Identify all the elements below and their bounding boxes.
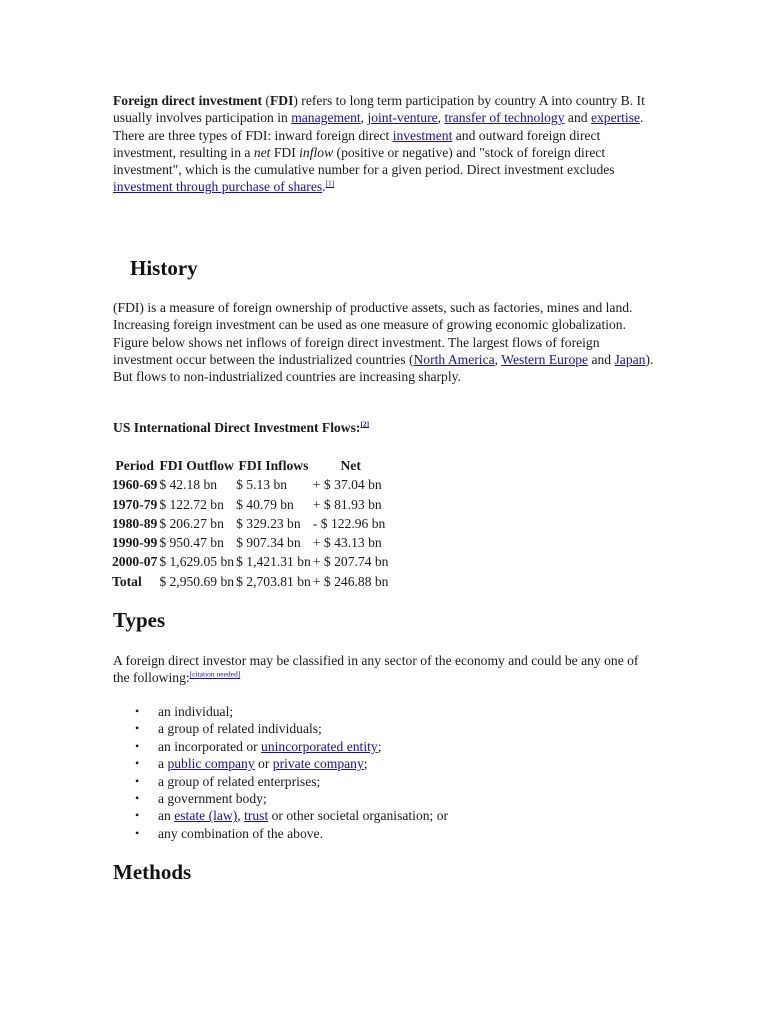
intro-abbr: FDI — [269, 93, 294, 108]
history-paragraph — [113, 299, 658, 385]
list-item-text: any combination of the above. — [158, 825, 323, 841]
list-item — [113, 738, 448, 755]
link-expertise[interactable]: expertise — [590, 110, 641, 126]
list-item — [113, 790, 448, 807]
list-item — [113, 807, 448, 824]
cell-outflow: $ 2,950.69 bn — [159, 573, 235, 589]
cell-outflow: $ 122.72 bn — [159, 496, 224, 512]
link-transfer-of-technology[interactable]: transfer of technology — [444, 110, 565, 126]
bullet-icon: • — [135, 704, 140, 718]
cell-period: 1960-69 — [112, 477, 158, 493]
history-text: and — [588, 351, 615, 367]
intro-text: , — [360, 110, 368, 126]
list-item-text: or — [254, 756, 273, 772]
bullet-icon: • — [135, 791, 140, 806]
list-item-text: or other societal organisation; or — [268, 808, 449, 824]
list-item-text: an incorporated or — [158, 738, 262, 754]
bullet-icon: • — [135, 773, 140, 788]
list-item — [113, 703, 448, 720]
list-item-link[interactable]: unincorporated entity — [261, 738, 378, 754]
list-item-text: a group of related enterprises; — [158, 773, 321, 789]
cell-inflow: $ 907.34 bn — [236, 535, 301, 551]
cell-period: 2000-07 — [112, 554, 158, 570]
cell-period: 1990-99 — [112, 535, 158, 551]
history-text: , — [494, 351, 502, 367]
list-item-link[interactable]: trust — [244, 808, 269, 824]
table-title — [113, 420, 369, 436]
intro-text: and outward foreign direct investment, resulting in a — [113, 127, 601, 160]
list-item — [113, 755, 448, 772]
list-item-link[interactable]: public company — [167, 756, 255, 772]
cell-outflow: $ 950.47 bn — [159, 535, 224, 551]
intro-text: and — [564, 110, 591, 126]
list-item-text: a government body; — [158, 791, 267, 807]
intro-paragraph — [113, 92, 658, 196]
col-header-period: Period — [115, 458, 154, 473]
citation-needed-link[interactable]: [citation needed] — [189, 669, 241, 679]
cell-net: - $ 122.96 bn — [312, 515, 386, 531]
col-header-fdi-outflow: FDI Outflow — [159, 458, 234, 473]
fdi-flows-table — [111, 456, 389, 591]
table-row — [111, 514, 389, 533]
intro-text: . There are three types of FDI: inward foreign direct — [113, 110, 644, 143]
list-item — [113, 720, 448, 737]
link-joint-venture[interactable]: joint-venture — [367, 110, 438, 126]
bullet-icon: • — [135, 756, 140, 771]
history-text: ). But flows to non-industrialized countries are increasing sharply. — [113, 351, 654, 385]
table-row — [111, 552, 389, 571]
heading-types: Types — [113, 608, 166, 632]
intro-net-italic: net — [253, 144, 271, 160]
table-row — [111, 533, 389, 552]
cell-outflow: $ 42.18 bn — [159, 477, 218, 493]
types-text: A foreign direct investor may be classified in any sector of the economy and could be any one of the following: — [113, 653, 639, 686]
cell-inflow: $ 5.13 bn — [236, 477, 288, 493]
investor-type-list — [113, 703, 448, 842]
list-item-text: ; — [363, 756, 368, 772]
cell-net: + $ 81.93 bn — [312, 496, 382, 512]
link-management[interactable]: management — [291, 110, 361, 126]
list-item-text: ; — [377, 738, 382, 754]
cell-net: + $ 207.74 bn — [312, 554, 389, 570]
cell-period: 1970-79 — [112, 496, 158, 512]
intro-text: . — [322, 179, 326, 195]
citation-1-link[interactable]: [1] — [325, 178, 335, 188]
list-item-link[interactable]: private company — [272, 756, 364, 772]
cell-period: 1980-89 — [112, 515, 158, 531]
cell-net: + $ 43.13 bn — [312, 535, 382, 551]
col-header-net: Net — [340, 458, 361, 473]
heading-methods: Methods — [113, 860, 192, 884]
heading-history: History — [130, 256, 198, 280]
list-item-text: a group of related individuals; — [158, 721, 322, 737]
bullet-icon: • — [135, 808, 140, 823]
link-investment-through-shares[interactable]: investment through purchase of shares — [113, 179, 323, 195]
cell-period: Total — [112, 573, 142, 589]
history-text: (FDI) is a measure of foreign ownership of productive assets, such as factories, mines and land. Increasing foreign investment can be used as one measure of growing economic globalization. Figure below shows net inflows of foreign direct investment. The largest flows of foreign investment occur between the industrialized countries ( — [113, 300, 633, 367]
list-item-link[interactable]: estate (law) — [174, 808, 238, 824]
list-item — [113, 773, 448, 790]
cell-inflow: $ 329.23 bn — [236, 515, 301, 531]
list-item — [113, 825, 448, 842]
bullet-icon: • — [135, 738, 140, 753]
table-row — [111, 572, 389, 591]
link-investment[interactable]: investment — [392, 127, 453, 143]
table-row — [111, 495, 389, 514]
link-western-europe[interactable]: Western Europe — [501, 351, 589, 367]
cell-inflow: $ 40.79 bn — [236, 496, 294, 512]
link-north-america[interactable]: North America — [413, 351, 495, 367]
types-paragraph — [113, 652, 658, 687]
intro-text: ( — [262, 93, 270, 108]
table-title-text: US International Direct Investment Flows: — [113, 420, 361, 435]
bullet-icon: • — [135, 721, 140, 736]
table-row — [111, 475, 389, 494]
citation-2-link[interactable]: [2] — [360, 419, 370, 429]
list-item-text: , — [237, 808, 245, 824]
cell-outflow: $ 1,629.05 bn — [159, 554, 235, 570]
col-header-fdi-inflows: FDI Inflows — [238, 458, 309, 473]
intro-term: Foreign direct investment — [113, 93, 263, 108]
list-item-text: an — [158, 808, 175, 824]
cell-inflow: $ 2,703.81 bn — [236, 573, 311, 589]
cell-inflow: $ 1,421.31 bn — [236, 554, 311, 570]
cell-outflow: $ 206.27 bn — [159, 515, 224, 531]
cell-net: + $ 246.88 bn — [312, 573, 389, 589]
link-japan[interactable]: Japan — [614, 351, 646, 367]
cell-net: + $ 37.04 bn — [312, 477, 382, 493]
list-item-text: a — [158, 756, 168, 772]
intro-text: FDI — [270, 144, 300, 160]
intro-text: ) refers to long term participation by country A into country B. It usually involves participation in — [113, 93, 645, 126]
list-item-text: an individual; — [158, 704, 234, 719]
intro-text: , — [437, 110, 445, 126]
table-header-row — [111, 456, 389, 475]
intro-inflow-italic: inflow — [299, 144, 334, 160]
intro-text: (positive or negative) and "stock of foreign direct investment", which is the cumulative number for a given period. Direct investment excludes — [113, 144, 615, 178]
bullet-icon: • — [135, 825, 140, 840]
